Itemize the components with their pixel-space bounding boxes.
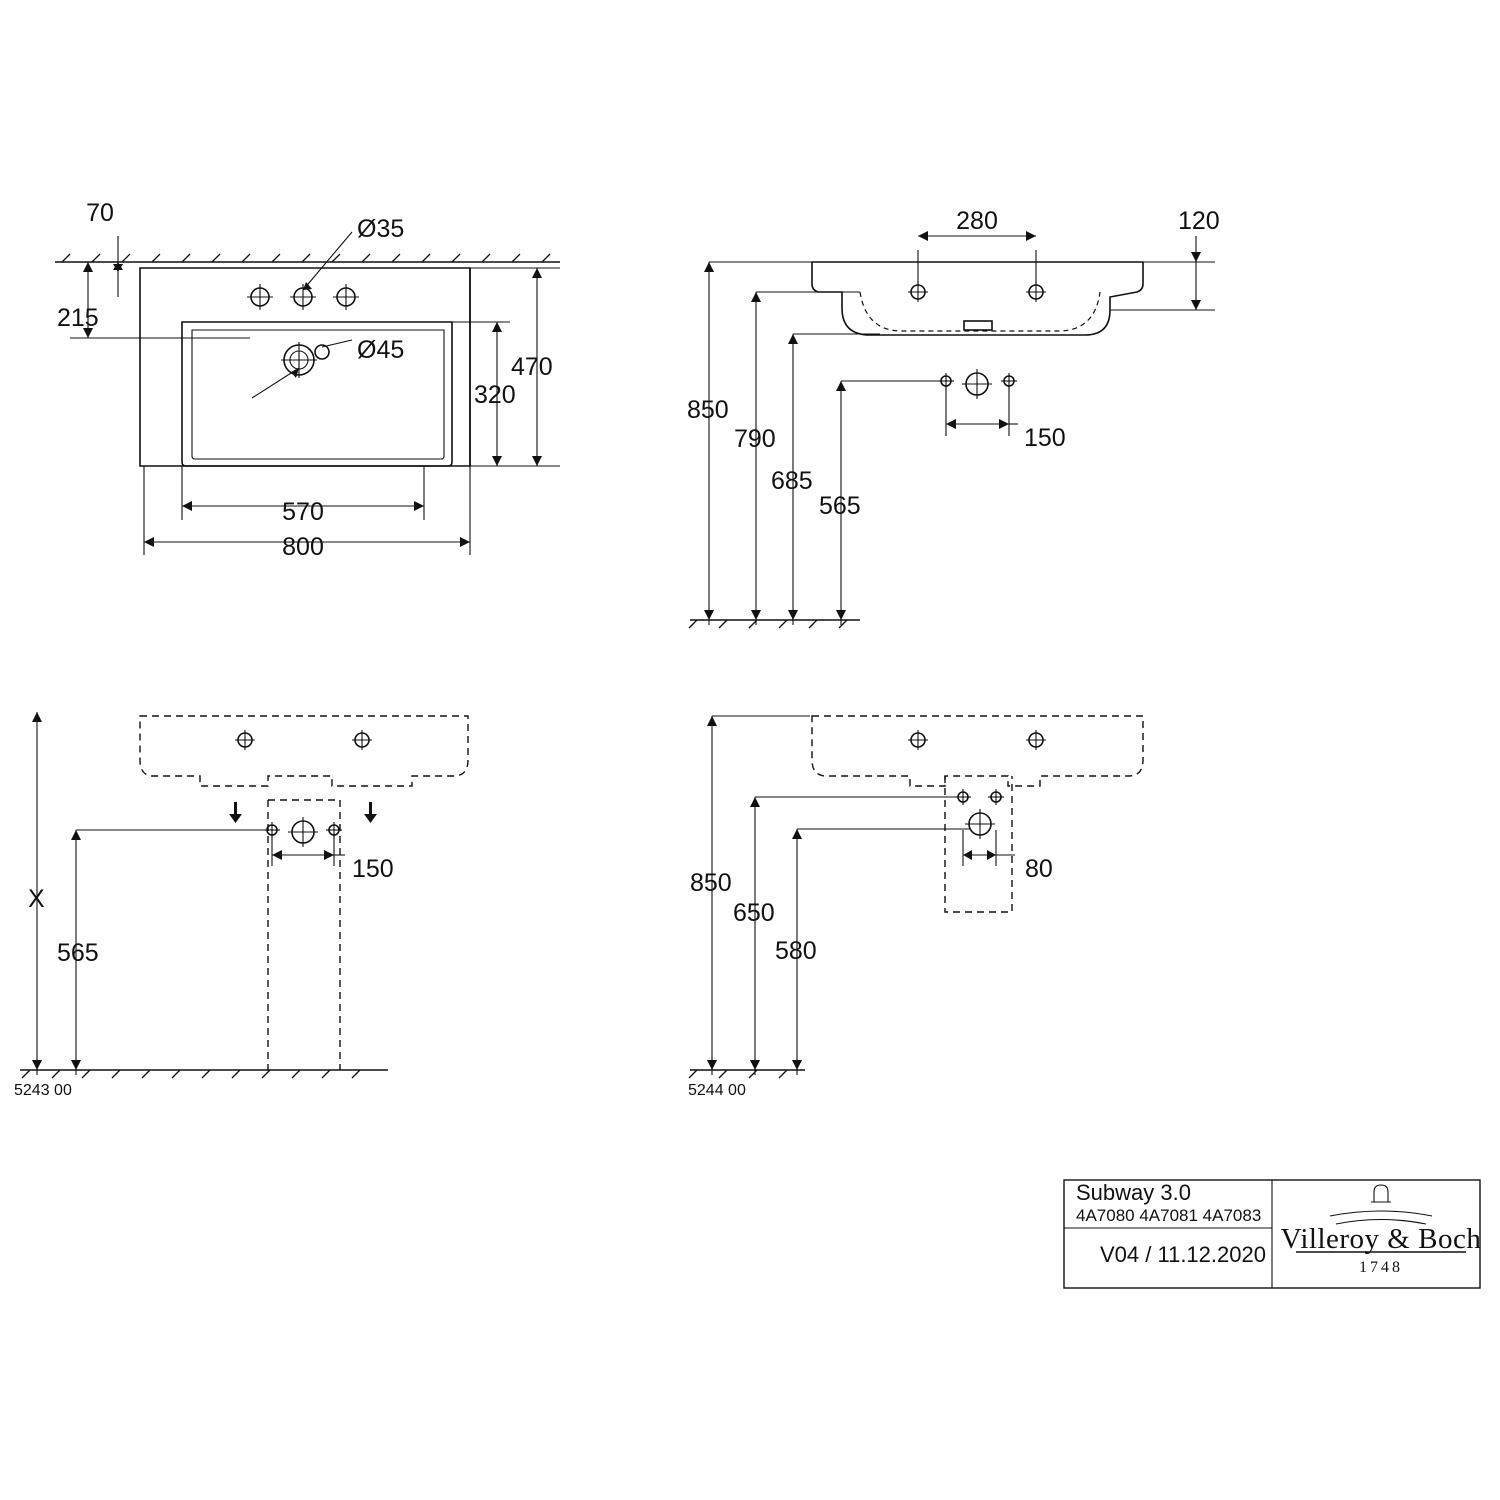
dim-850: 850 bbox=[687, 396, 729, 424]
dim-565-right: 565 bbox=[819, 492, 861, 520]
basin-front-silhouette bbox=[812, 262, 1143, 335]
dim-dia45: Ø45 bbox=[357, 336, 405, 364]
part-code-right: 5244 00 bbox=[688, 1082, 746, 1099]
dim-215: 215 bbox=[57, 304, 99, 332]
dim-150-right: 150 bbox=[1024, 424, 1066, 452]
pr-tap-hole-right bbox=[1026, 730, 1046, 750]
pl-tap-hole-right bbox=[352, 730, 372, 750]
leader-dia45-b bbox=[322, 340, 352, 347]
tap-hole-center bbox=[290, 284, 316, 310]
dim-280: 280 bbox=[956, 207, 998, 235]
dim-70: 70 bbox=[86, 199, 114, 227]
dim-dia35: Ø35 bbox=[357, 215, 405, 243]
dim-790: 790 bbox=[734, 425, 776, 453]
dim-120: 120 bbox=[1178, 207, 1220, 235]
part-code-left: 5243 00 bbox=[14, 1082, 72, 1099]
dim-580: 580 bbox=[775, 937, 817, 965]
down-arrow-left bbox=[229, 802, 242, 823]
basin-dashed-outline-left bbox=[140, 716, 468, 786]
pl-outlet-group bbox=[264, 817, 342, 847]
dim-685: 685 bbox=[771, 467, 813, 495]
bowl-inner-plan bbox=[192, 330, 444, 459]
down-arrow-right bbox=[364, 802, 377, 823]
wall-hatch-top bbox=[62, 254, 550, 262]
dim-850-bottom: 850 bbox=[690, 869, 732, 897]
arrow-dia45 bbox=[291, 368, 299, 378]
dim-800: 800 bbox=[282, 533, 324, 561]
bowl-hidden-outline bbox=[860, 292, 1100, 331]
dim-470: 470 bbox=[511, 353, 553, 381]
leader-dia35 bbox=[303, 232, 352, 290]
basin-dashed-outline-right bbox=[812, 716, 1143, 786]
drain-hole bbox=[281, 342, 329, 378]
wall-outlet-group bbox=[938, 369, 1017, 399]
title-block bbox=[1064, 1180, 1481, 1288]
pr-tap-hole-left bbox=[908, 730, 928, 750]
tap-hole-right bbox=[333, 284, 359, 310]
floor-hatch-left bbox=[22, 1070, 360, 1078]
title-product: Subway 3.0 bbox=[1076, 1180, 1191, 1205]
dim-150-left: 150 bbox=[352, 855, 394, 883]
floor-hatch-right bbox=[689, 620, 847, 628]
dim-80: 80 bbox=[1025, 855, 1053, 883]
title-articles: 4A7080 4A7081 4A7083 bbox=[1076, 1206, 1262, 1225]
dim-650: 650 bbox=[733, 899, 775, 927]
arrow-dia35 bbox=[303, 282, 312, 290]
dim-320: 320 bbox=[474, 381, 516, 409]
title-revision: V04 / 11.12.2020 bbox=[1100, 1242, 1266, 1267]
pedestal-outline-right bbox=[945, 776, 1012, 912]
pl-tap-hole-left bbox=[235, 730, 255, 750]
pr-outlet-right bbox=[988, 789, 1004, 805]
pr-outlet-group bbox=[955, 789, 1004, 839]
dim-570: 570 bbox=[282, 498, 324, 526]
floor-hatch-right-2 bbox=[689, 1070, 787, 1078]
dim-X: X bbox=[28, 885, 45, 913]
bowl-outline-plan bbox=[182, 322, 452, 466]
dim-565-left: 565 bbox=[57, 939, 99, 967]
brand-name: Villeroy & Boch bbox=[1280, 1223, 1482, 1255]
overflow-slot bbox=[964, 321, 992, 330]
pedestal-outline-left-a bbox=[268, 800, 340, 1070]
tap-hole-left bbox=[247, 284, 273, 310]
brand-year: 1748 bbox=[1359, 1259, 1403, 1276]
pedestal-5243-group bbox=[14, 712, 468, 1099]
